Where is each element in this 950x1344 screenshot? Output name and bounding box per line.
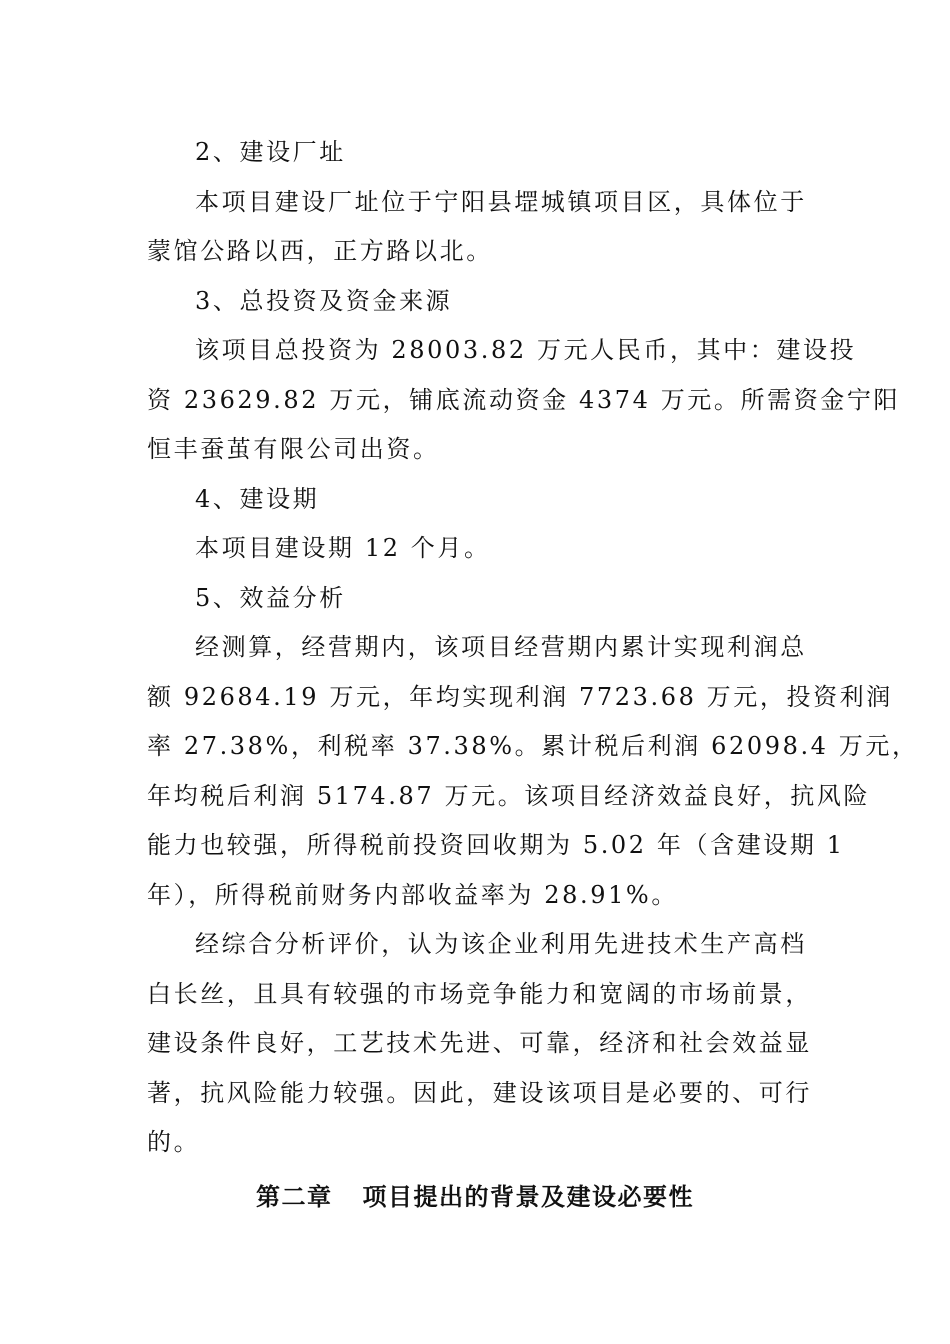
- section-heading-benefit-analysis: 5、效益分析: [195, 583, 346, 612]
- paragraph-line: 的。: [147, 1128, 201, 1156]
- paragraph-line: 经测算，经营期内，该项目经营期内累计实现利润总: [195, 633, 807, 661]
- paragraph-line: 资 23629.82 万元，铺底流动资金 4374 万元。所需资金宁阳: [147, 385, 901, 414]
- paragraph-line: 白长丝，且具有较强的市场竞争能力和宽阔的市场前景，: [147, 979, 812, 1008]
- paragraph-line: 率 27.38%，利税率 37.38%。累计税后利润 62098.4 万元，: [147, 732, 919, 760]
- paragraph-line: 建设条件良好，工艺技术先进、可靠，经济和社会效益显: [147, 1029, 812, 1057]
- paragraph-line: 恒丰蚕茧有限公司出资。: [147, 435, 440, 463]
- chapter-heading: [0, 1172, 950, 1222]
- chapter-title: 项目提出的背景及建设必要性: [362, 1182, 694, 1211]
- paragraph-line: 蒙馆公路以西，正方路以北。: [147, 237, 493, 265]
- paragraph-line: 著，抗风险能力较强。因此，建设该项目是必要的、可行: [147, 1078, 812, 1107]
- paragraph-line: 本项目建设厂址位于宁阳县堽城镇项目区，具体位于: [195, 187, 807, 216]
- paragraph-line: 年均税后利润 5174.87 万元。该项目经济效益良好，抗风险: [147, 781, 871, 810]
- paragraph-line: 经综合分析评价，认为该企业利用先进技术生产高档: [195, 930, 807, 958]
- paragraph-line: 该项目总投资为 28003.82 万元人民币，其中：建设投: [195, 336, 857, 364]
- paragraph-line: 额 92684.19 万元，年均实现利润 7723.68 万元，投资利润: [147, 682, 893, 711]
- document-body: [147, 128, 919, 1168]
- section-heading-site: 2、建设厂址: [195, 138, 346, 166]
- section-heading-investment: 3、总投资及资金来源: [195, 286, 453, 315]
- paragraph-line: 年），所得税前财务内部收益率为 28.91%。: [147, 880, 678, 909]
- section-heading-construction-period: 4、建设期: [195, 484, 320, 513]
- paragraph-line: 能力也较强，所得税前投资回收期为 5.02 年（含建设期 1: [147, 831, 845, 859]
- chapter-number: 第二章: [256, 1182, 333, 1211]
- paragraph-line: 本项目建设期 12 个月。: [195, 534, 491, 562]
